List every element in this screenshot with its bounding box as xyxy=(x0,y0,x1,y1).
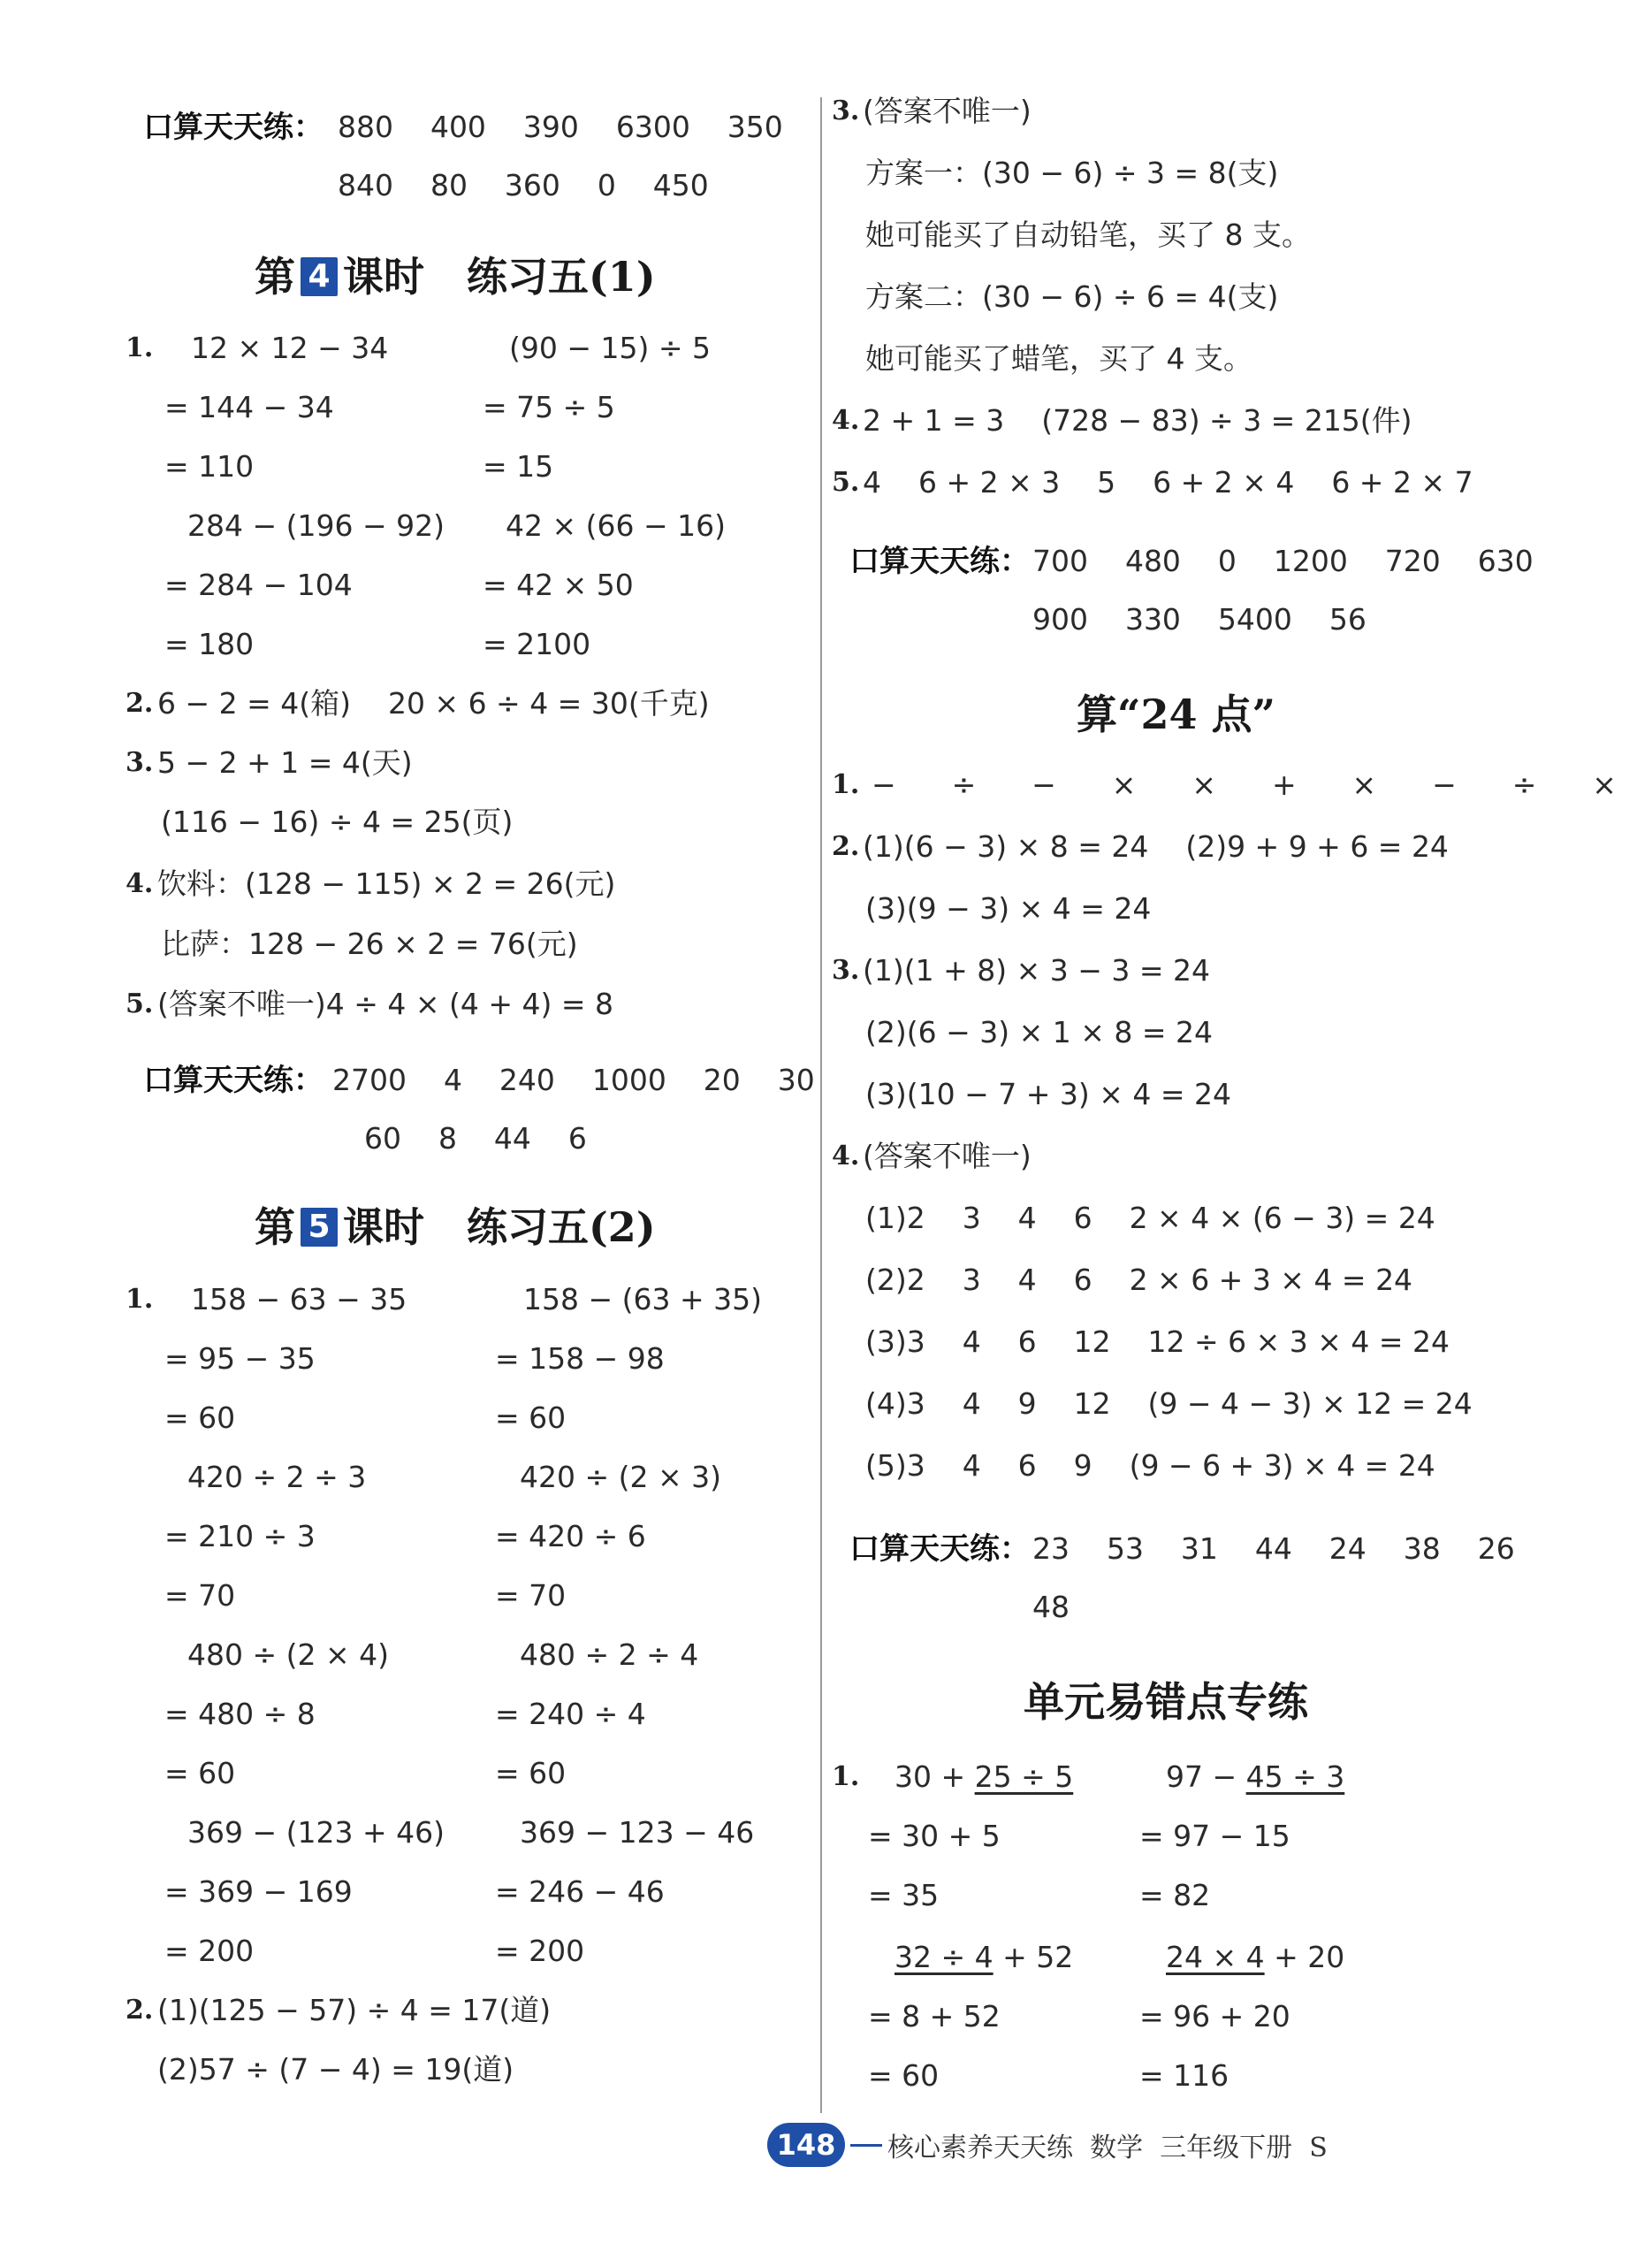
drill-answers: 23 53 31 44 24 38 26 xyxy=(1032,1531,1515,1566)
calc-line: = 60 xyxy=(868,2058,940,2093)
calc-line: = 60 xyxy=(164,1756,236,1790)
question-number: 5. xyxy=(126,988,154,1019)
calc-line xyxy=(895,1940,1073,1975)
drill-answers: 900 330 5400 56 xyxy=(1032,602,1367,637)
calc-line xyxy=(895,1759,1073,1795)
answer-line: (3)(10 − 7 + 3) × 4 = 24 xyxy=(865,1077,1231,1111)
calc-line: = 97 − 15 xyxy=(1139,1819,1290,1853)
calc-line: 12 × 12 − 34 xyxy=(191,331,389,365)
footer-rule xyxy=(850,2144,882,2147)
operator-answers: − ÷ − × × + × − ÷ × xyxy=(872,767,1617,802)
heading-title: 算“24 点” xyxy=(1077,691,1275,738)
answer-line: 饮料：(128 − 115) × 2 = 26(元) xyxy=(157,866,616,901)
answer-line: (2)2 3 4 6 2 × 6 + 3 × 4 = 24 xyxy=(865,1263,1413,1297)
question-number: 3. xyxy=(832,95,860,126)
calc-line: = 35 xyxy=(868,1878,940,1912)
page-number-badge: 148 xyxy=(767,2123,845,2167)
question-number: 2. xyxy=(126,688,154,719)
question-number: 1. xyxy=(832,769,860,800)
underlined-step: 24 × 4 xyxy=(1166,1940,1265,1974)
calc-line: 158 − 63 − 35 xyxy=(191,1282,407,1316)
drill-answers: 2700 4 240 1000 20 30 xyxy=(332,1063,815,1097)
answer-line: 2 + 1 = 3 (728 − 83) ÷ 3 = 215(件) xyxy=(863,403,1412,438)
calc-line: 420 ÷ 2 ÷ 3 xyxy=(187,1460,367,1494)
answer-line: (答案不唯一) xyxy=(863,1139,1032,1173)
calc-line: = 480 ÷ 8 xyxy=(164,1697,316,1731)
calc-line: = 200 xyxy=(164,1934,255,1968)
question-number: 4. xyxy=(832,405,860,436)
calc-line: = 96 + 20 xyxy=(1139,1999,1290,2034)
calc-line: = 82 xyxy=(1139,1878,1211,1912)
calc-line: 284 − (196 − 92) xyxy=(187,508,445,543)
calc-line: 369 − (123 + 46) xyxy=(187,1815,445,1850)
calc-line: = 60 xyxy=(495,1400,567,1435)
calc-line: = 60 xyxy=(164,1400,236,1435)
calc-line: = 70 xyxy=(495,1578,567,1613)
calc-line: = 75 ÷ 5 xyxy=(483,390,615,424)
calc-text: 30 + xyxy=(895,1759,975,1794)
calc-line: = 60 xyxy=(495,1756,567,1790)
calc-line: = 210 ÷ 3 xyxy=(164,1519,316,1553)
heading-prefix: 第 xyxy=(255,253,295,301)
answer-line: (1)(125 − 57) ÷ 4 = 17(道) xyxy=(157,1993,552,2027)
question-number: 1. xyxy=(832,1761,860,1792)
calc-line: = 180 xyxy=(164,627,255,661)
answer-line: (1)2 3 4 6 2 × 4 × (6 − 3) = 24 xyxy=(865,1201,1435,1235)
calc-line: 369 − 123 − 46 xyxy=(520,1815,755,1850)
answer-line: (答案不唯一)4 ÷ 4 × (4 + 4) = 8 xyxy=(157,987,613,1021)
question-number: 2. xyxy=(832,831,860,862)
drill-answers: 840 80 360 0 450 xyxy=(338,168,709,202)
underlined-step: 32 ÷ 4 xyxy=(895,1940,993,1974)
heading-title: 单元易错点专练 xyxy=(1024,1678,1308,1726)
calc-line: 480 ÷ 2 ÷ 4 xyxy=(520,1637,699,1672)
question-number: 4. xyxy=(126,868,154,899)
calc-line: = 284 − 104 xyxy=(164,568,353,602)
question-number: 1. xyxy=(126,332,154,363)
question-number: 2. xyxy=(126,1995,154,2026)
calc-line: = 369 − 169 xyxy=(164,1874,353,1909)
calc-line: = 15 xyxy=(483,449,554,484)
calc-line: = 144 − 34 xyxy=(164,390,334,424)
underlined-step: 45 ÷ 3 xyxy=(1245,1759,1345,1794)
calc-line: = 30 + 5 xyxy=(868,1819,1001,1853)
calc-text: 97 − xyxy=(1166,1759,1246,1794)
drill-label: 口算天天练： xyxy=(143,1063,324,1098)
answer-line: (116 − 16) ÷ 4 = 25(页) xyxy=(161,805,514,839)
answer-line: (1)(1 + 8) × 3 − 3 = 24 xyxy=(863,953,1210,988)
calc-line: 158 − (63 + 35) xyxy=(523,1282,762,1316)
answer-line: 方案一：(30 − 6) ÷ 3 = 8(支) xyxy=(865,156,1279,190)
heading-title: 课时 练习五(1) xyxy=(343,253,656,301)
lesson-number-badge: 5 xyxy=(301,1208,338,1247)
book-title: 核心素养天天练 数学 三年级下册 S xyxy=(887,2133,1328,2163)
calc-line: 480 ÷ (2 × 4) xyxy=(187,1637,389,1672)
calc-line: = 200 xyxy=(495,1934,585,1968)
calc-line: = 110 xyxy=(164,449,255,484)
page-footer xyxy=(767,2118,1328,2171)
drill-answers: 48 xyxy=(1032,1590,1070,1624)
drill-answers: 700 480 0 1200 720 630 xyxy=(1032,544,1534,578)
calc-line: = 2100 xyxy=(483,627,591,661)
calc-line: = 158 − 98 xyxy=(495,1341,665,1376)
section-heading-error-practice xyxy=(1024,1677,1308,1727)
calc-text: + 52 xyxy=(993,1940,1074,1974)
section-heading-lesson-4 xyxy=(255,252,656,301)
heading-title: 课时 练习五(2) xyxy=(343,1203,656,1251)
answer-line: 她可能买了蜡笔，买了 4 支。 xyxy=(865,341,1252,376)
question-number: 3. xyxy=(832,955,860,986)
calc-line xyxy=(1166,1940,1344,1975)
answer-line: 她可能买了自动铅笔，买了 8 支。 xyxy=(865,217,1311,252)
drill-label: 口算天天练： xyxy=(143,110,324,145)
lesson-number-badge: 4 xyxy=(301,257,338,296)
answer-line: (5)3 4 6 9 (9 − 6 + 3) × 4 = 24 xyxy=(865,1448,1435,1483)
drill-answers: 880 400 390 6300 350 xyxy=(338,110,783,144)
heading-prefix: 第 xyxy=(255,1203,295,1251)
calc-line xyxy=(1166,1759,1344,1795)
calc-line: = 8 + 52 xyxy=(868,1999,1001,2034)
section-heading-24-points xyxy=(1077,690,1275,739)
answer-line: (1)(6 − 3) × 8 = 24 (2)9 + 9 + 6 = 24 xyxy=(863,829,1449,864)
answer-line: (2)(6 − 3) × 1 × 8 = 24 xyxy=(865,1015,1213,1049)
calc-line: = 42 × 50 xyxy=(483,568,634,602)
answer-line: 6 − 2 = 4(箱) 20 × 6 ÷ 4 = 30(千克) xyxy=(157,686,710,721)
answer-line: (2)57 ÷ (7 − 4) = 19(道) xyxy=(157,2052,514,2087)
calc-line: 420 ÷ (2 × 3) xyxy=(520,1460,721,1494)
drill-label: 口算天天练： xyxy=(849,1531,1030,1567)
calc-line: = 70 xyxy=(164,1578,236,1613)
calc-line: = 95 − 35 xyxy=(164,1341,316,1376)
calc-text: + 20 xyxy=(1264,1940,1345,1974)
answer-line: (4)3 4 9 12 (9 − 4 − 3) × 12 = 24 xyxy=(865,1386,1473,1421)
calc-line: 42 × (66 − 16) xyxy=(506,508,726,543)
section-heading-lesson-5 xyxy=(255,1202,656,1252)
underlined-step: 25 ÷ 5 xyxy=(974,1759,1074,1794)
question-number: 1. xyxy=(126,1284,154,1315)
calc-line: = 246 − 46 xyxy=(495,1874,665,1909)
question-number: 5. xyxy=(832,467,860,498)
calc-line: = 116 xyxy=(1139,2058,1229,2093)
answer-line: 比萨：128 − 26 × 2 = 76(元) xyxy=(161,927,578,961)
column-divider xyxy=(820,97,822,2113)
answer-line: (3)3 4 6 12 12 ÷ 6 × 3 × 4 = 24 xyxy=(865,1324,1450,1359)
drill-answers: 60 8 44 6 xyxy=(364,1121,587,1156)
answer-line: 5 − 2 + 1 = 4(天) xyxy=(157,745,413,780)
calc-line: = 420 ÷ 6 xyxy=(495,1519,646,1553)
calc-line: = 240 ÷ 4 xyxy=(495,1697,646,1731)
answer-line: (3)(9 − 3) × 4 = 24 xyxy=(865,891,1152,926)
answer-line: 4 6 + 2 × 3 5 6 + 2 × 4 6 + 2 × 7 xyxy=(863,465,1473,500)
question-number: 3. xyxy=(126,747,154,778)
calc-line: (90 − 15) ÷ 5 xyxy=(509,331,711,365)
drill-label: 口算天天练： xyxy=(849,544,1030,579)
question-number: 4. xyxy=(832,1141,860,1171)
answer-line: (答案不唯一) xyxy=(863,94,1032,128)
answer-line: 方案二：(30 − 6) ÷ 6 = 4(支) xyxy=(865,279,1279,314)
